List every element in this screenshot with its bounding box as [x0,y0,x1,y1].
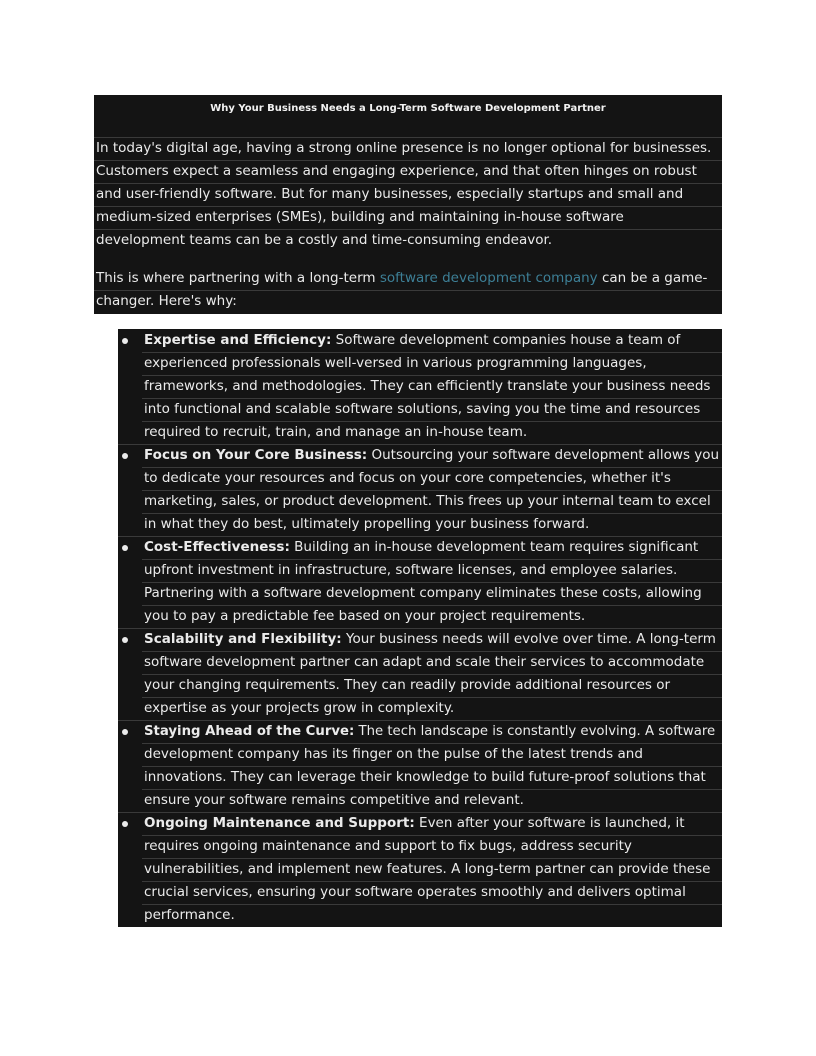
list-item-text: Outsourcing your software development allows you [367,447,720,463]
intro-text: can be a game- [597,270,708,286]
intro-paragraph-2-line: changer. Here's why: [96,293,237,309]
page-title: Why Your Business Needs a Long-Term Software Development Partner [210,103,606,114]
list-item-line: required to recruit, train, and manage an in-house team. [144,424,528,440]
list-item-first-line [144,812,685,835]
list-item-first-line [144,536,698,559]
list-item-heading: Ongoing Maintenance and Support: [144,815,415,831]
list-item-line: requires ongoing maintenance and support to fix bugs, address security [144,838,632,854]
intro-line: and user-friendly software. But for many businesses, especially startups and small and [96,186,684,202]
list-item-text: Even after your software is launched, it [414,815,685,831]
software-development-company-link[interactable]: software development company [379,270,598,286]
list-item-line: ensure your software remains competitive and relevant. [144,792,524,808]
list-item-text: Your business needs will evolve over time. A long-term [341,631,716,647]
list-item-line: frameworks, and methodologies. They can efficiently translate your business needs [144,378,711,394]
list-item-line: crucial services, ensuring your software operates smoothly and delivers optimal [144,884,686,900]
list-item-line: software development partner can adapt and scale their services to accommodate [144,654,705,670]
list-item-text: Software development companies house a team of [331,332,681,348]
list-item-line: into functional and scalable software solutions, saving you the time and resources [144,401,701,417]
list-item-line: marketing, sales, or product development. This frees up your internal team to excel [144,493,711,509]
intro-line: medium-sized enterprises (SMEs), building and maintaining in-house software [96,209,624,225]
title-block [94,95,722,137]
intro-paragraph-2-line [96,267,707,290]
benefits-list [118,329,722,927]
list-item-line: vulnerabilities, and implement new features. A long-term partner can provide these [144,861,711,877]
intro-line: In today's digital age, having a strong online presence is no longer optional for businesses. [96,140,712,156]
bullet-icon [122,821,128,827]
list-item-line: Partnering with a software development company eliminates these costs, allowing [144,585,702,601]
list-item-first-line [144,628,716,651]
list-item-text: The tech landscape is constantly evolving. A software [354,724,716,739]
list-item-text: Building an in-house development team requires significant [289,539,699,555]
bullet-icon [122,545,128,551]
list-item-heading: Focus on Your Core Business: [144,447,368,463]
list-item-line: development company has its finger on the pulse of the latest trends and [144,746,643,762]
list-item-first-line [144,329,680,352]
bullet-icon [122,338,128,344]
list-item-line: you to pay a predictable fee based on your project requirements. [144,608,586,624]
list-item-heading: Scalability and Flexibility: [144,631,342,647]
intro-text: This is where partnering with a long-term [96,270,380,286]
list-item-heading: Cost-Effectiveness: [144,539,290,555]
bullet-icon [122,453,128,459]
list-item-line: upfront investment in infrastructure, software licenses, and employee salaries. [144,562,678,578]
list-item-line: in what they do best, ultimately propelling your business forward. [144,516,590,532]
bullet-icon [122,637,128,643]
list-item-line: experienced professionals well-versed in various programming languages, [144,355,647,371]
intro-line: development teams can be a costly and time-consuming endeavor. [96,232,553,248]
list-item-heading: Expertise and Efficiency: [144,332,332,348]
list-item-first-line [144,444,719,467]
list-item-line: performance. [144,907,235,923]
list-item-line: innovations. They can leverage their knowledge to build future-proof solutions that [144,769,706,785]
intro-line: Customers expect a seamless and engaging experience, and that often hinges on robust [96,163,697,179]
list-item-line: your changing requirements. They can readily provide additional resources or [144,677,671,693]
list-item-line: expertise as your projects grow in complexity. [144,700,455,716]
list-item-first-line [144,720,715,743]
list-item-line: to dedicate your resources and focus on your core competencies, whether it's [144,470,671,486]
intro-block [94,137,722,314]
bullet-icon [122,729,128,735]
list-item-heading: Staying Ahead of the Curve: [144,724,355,739]
